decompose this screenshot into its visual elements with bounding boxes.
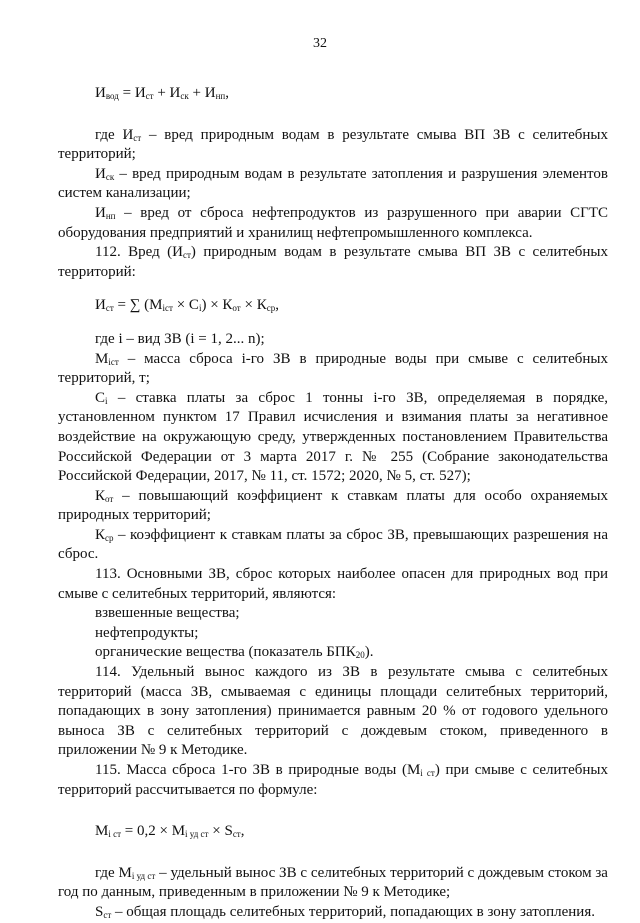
formula-ist: $И_{ст}$ = ∑ $(М_{iст} \times С_i) \times К_{от} \times К_{ср}$, [95,297,279,314]
definition-ksr: $К_{ср}$ – коэффициент к ставкам платы за сброс ЗВ, превышающих разрешения на сброс. [58,526,608,563]
list-item: органические вещества (показатель $БПК_{20}$). [95,644,374,661]
definition-miudst: где $М_{i уд ст}$ – удельный вынос ЗВ с селитебных территорий с дождевым стоком за год по данным, приведенным в приложении № 9 к Методике; [58,864,608,901]
formula-mist: $М_{i ст} = 0,2 \times М_{i уд ст} \times S_{ст}$, [95,823,245,840]
list-item: нефтепродукты; [95,624,199,641]
definition-ci: $С_i$ – ставка платы за сброс 1 тонны i-го ЗВ, определяемая в порядке, установленном пунктом 17 Правил исчисления и взимания платы за негативное воздействие на окружающую среду, утвержденных постановлением Правительства Российской Федерации от 3 марта 2017 г. № 255 (Собрание законодательства Российской Федерации, 2017, № 11, ст. 1572; 2020, № 5, ст. 527); [58,389,608,485]
paragraph-112: 112. Вред $(И_{ст})$ природным водам в результате смыва ВП ЗВ с селитебных территорий: [58,244,608,280]
definition-kot: $К_{от}$ – повышающий коэффициент к ставкам платы для особо охраняемых природных территорий; [58,487,608,524]
definition-isk: $И_{ск}$ – вред природным водам в результате затопления и разрушения элементов систем канализации; [58,165,608,202]
definition-i: где i – вид ЗВ (i = 1, 2... n); [95,330,265,347]
paragraph-115: 115. Масса сброса 1-го ЗВ в природные воды $(М_{i ст})$ при смыве с селитебных территорий рассчитывается по формуле: [58,762,608,798]
definition-inp: $И_{нп}$ – вред от сброса нефтепродуктов из разрушенного при аварии СГТС оборудования предприятий и хранилищ нефтепромышленного комплекса. [58,204,608,241]
page-number: 32 [313,36,327,51]
definition-ist: где $И_{ст}$ – вред природным водам в результате смыва ВП ЗВ с селитебных территорий; [58,126,609,163]
list-item: взвешенные вещества; [95,605,240,622]
definition-mist: $М_{iст}$ – масса сброса i-го ЗВ в природные воды при смыве с селитебных территорий, т; [58,350,608,387]
formula-ivod: $И_{вод} = И_{ст} + И_{ск} + И_{нп}$, [95,85,229,101]
paragraph-113: 113. Основными ЗВ, сброс которых наиболее опасен для природных вод при смыве с селитебных территорий, являются: [58,566,608,602]
paragraph-114: 114. Удельный вынос каждого из ЗВ в результате смыва с селитебных территорий (масса ЗВ, смываемая с единицы площади селитебных территорий, попадающих в зону затопления) принимается равным 20 % от годового удельного выноса ЗВ с селитебных территорий с дождевым стоком, приведенного в приложении № 9 к Методике. [58,664,608,759]
document-body [58,84,608,923]
definition-sst: $S_{ст}$ – общая площадь селитебных территорий, попадающих в зону затопления. [95,903,595,920]
